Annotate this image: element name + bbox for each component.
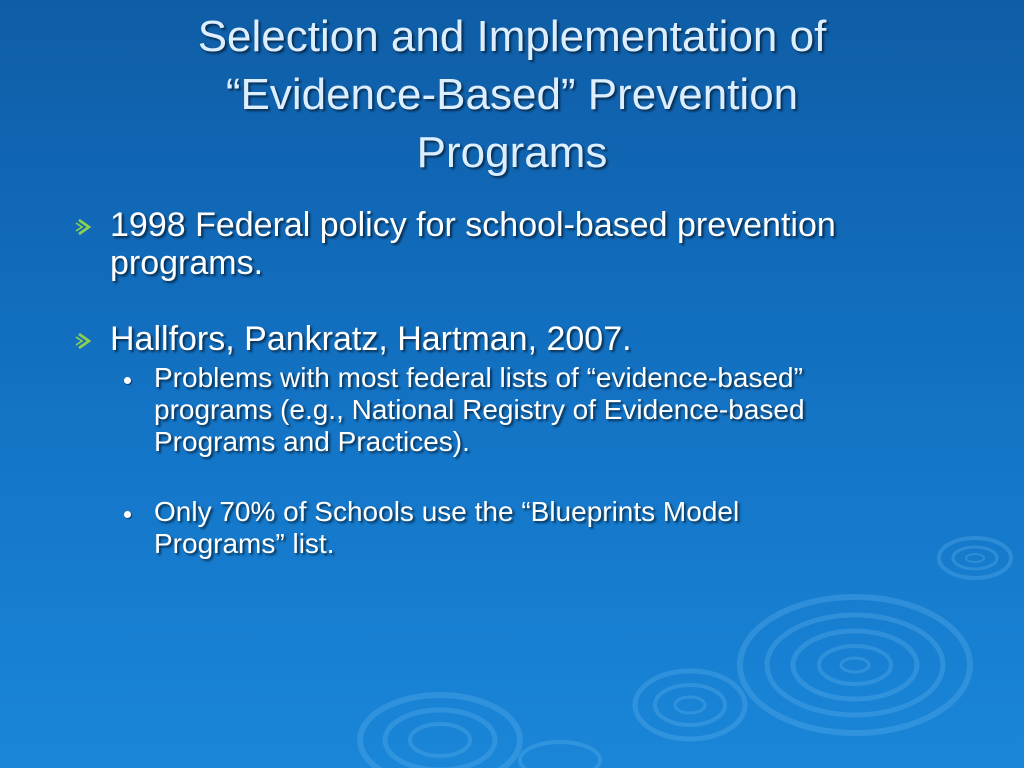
bullet-text-line: Hallfors, Pankratz, Hartman, 2007. [110,320,632,358]
sub-bullet-blueprints [70,496,990,560]
bullet-text-line: 1998 Federal policy for school-based prevention [110,206,836,244]
sub-bullet-text-line: Programs and Practices). [154,426,470,457]
bullet-text-line: programs. [110,244,264,282]
arrow-bullet-icon [74,217,94,237]
slide-body [70,206,990,560]
dot-bullet-icon [124,511,131,518]
bullet-federal-policy [70,206,990,282]
sub-bullet-text-line: Only 70% of Schools use the “Blueprints Model [154,496,740,527]
dot-bullet-icon [124,377,131,384]
sub-bullet-federal-lists [70,362,990,458]
bullet-hallfors-citation [70,320,990,358]
slide-title [60,8,964,182]
title-line-2: “Evidence-Based” Prevention [225,70,799,119]
sub-bullet-text-line: programs (e.g., National Registry of Evidence-based [154,394,805,425]
title-line-3: Programs [416,128,608,177]
sub-bullet-text-line: Programs” list. [154,528,335,559]
title-line-1: Selection and Implementation of [197,12,827,61]
sub-bullet-text-line: Problems with most federal lists of “evidence-based” [154,362,803,393]
arrow-bullet-icon [74,331,94,351]
